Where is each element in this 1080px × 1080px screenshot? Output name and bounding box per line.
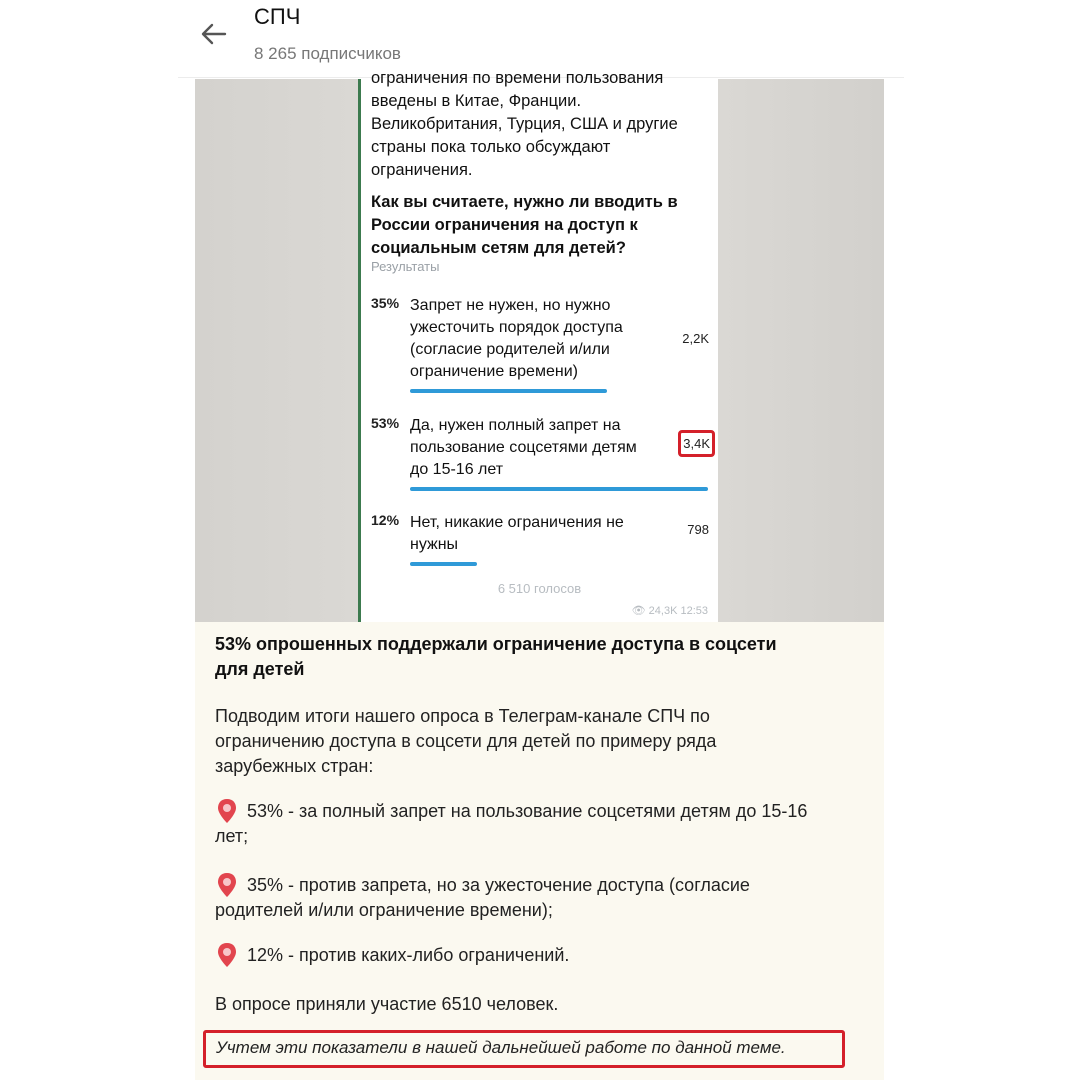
back-arrow-icon[interactable] — [198, 18, 230, 50]
eye-icon: 👁︎ — [631, 605, 646, 617]
poll-views-time: 👁︎ 24,3K 12:53 — [631, 605, 708, 617]
poll-question: Как вы считаете, нужно ли вводить в России ограничения на доступ к социальным сетям для детей? — [371, 193, 678, 257]
poll-option-percent: 12% — [371, 512, 400, 528]
poll-option-bar — [410, 389, 607, 393]
participants-text: В опросе приняли участие 6510 человек. — [215, 994, 559, 1014]
post-image[interactable] — [195, 69, 884, 622]
post-body — [195, 622, 884, 1080]
poll-option-label: Нет, никакие ограничения не нужны — [410, 514, 624, 553]
pin-icon — [217, 942, 237, 968]
poll-option-bar — [410, 487, 708, 491]
poll-screenshot — [361, 69, 718, 622]
poll-option — [371, 415, 711, 495]
poll-option-percent: 53% — [371, 415, 400, 431]
subscriber-count: 8 265 подписчиков — [254, 44, 401, 63]
channel-title[interactable]: СПЧ — [254, 4, 301, 29]
poll-option-bar — [410, 562, 477, 566]
highlighted-closing-text: Учтем эти показатели в нашей дальнейшей работе по данной теме. — [203, 1030, 845, 1068]
bullet-text-continued: родителей и/или ограничение времени); — [215, 900, 553, 920]
poll-option-label: Да, нужен полный запрет на пользование соцсетями детям до 15-16 лет — [410, 417, 637, 478]
poll-vote-total: 6 510 голосов — [497, 581, 582, 596]
poll-option — [371, 512, 711, 572]
bullet-text: 35% - против запрета, но за ужесточение доступа (согласие — [247, 875, 750, 895]
image-blur-right — [718, 79, 884, 622]
post-intro: Подводим итоги нашего опроса в Телеграм-канале СПЧ по ограничению доступа в соцсети для детей по примеру ряда зарубежных стран: — [215, 706, 717, 776]
bullet-text: 12% - против каких-либо ограничений. — [247, 945, 570, 965]
post-title: 53% опрошенных поддержали ограничение доступа в соцсети для детей — [215, 634, 777, 679]
pin-icon — [217, 872, 237, 898]
poll-option-count: 2,2K — [682, 331, 709, 346]
pin-icon — [217, 798, 237, 824]
poll-option-count-highlighted: 3,4K — [678, 430, 715, 457]
poll-option-label: Запрет не нужен, но нужно ужесточить порядок доступа (согласие родителей и/или ограничение времени) — [410, 297, 623, 380]
bullet-text-continued: лет; — [215, 826, 249, 846]
bullet-text: 53% - за полный запрет на пользование соцсетями детям до 15-16 — [247, 801, 808, 821]
poll-results-label: Результаты — [371, 259, 440, 274]
poll-option-count: 798 — [687, 522, 709, 537]
poll-option-percent: 35% — [371, 295, 400, 311]
poll-option — [371, 295, 711, 395]
image-blur-left — [195, 79, 360, 622]
poll-intro-text: ограничения по времени пользования введены в Китае, Франции. Великобритания, Турция, США и другие страны пока только обсуждают ограничения. — [371, 69, 678, 179]
